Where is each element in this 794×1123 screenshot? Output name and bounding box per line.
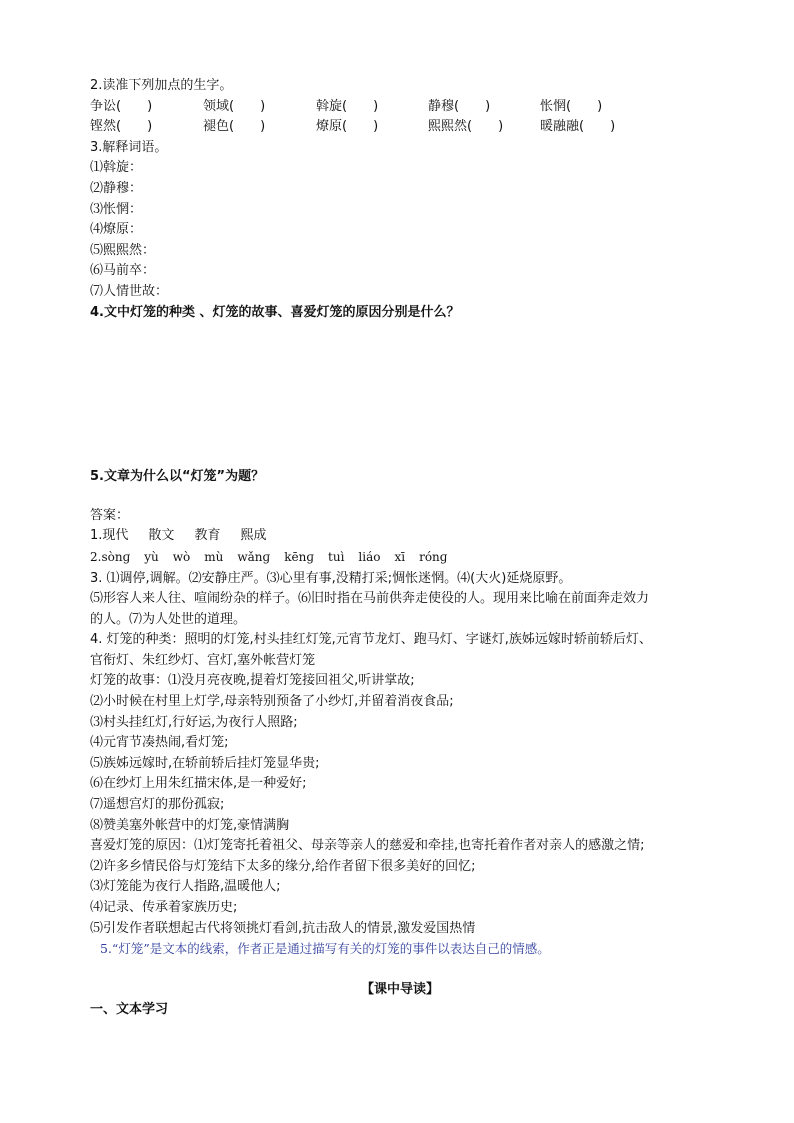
word-item: 熙熙然( ) [428,119,504,135]
answer-4-line: 官衔灯、朱红纱灯、宫灯,塞外帐营灯笼 [90,652,316,668]
answer-2 [90,547,710,569]
question-3-title: 3.解释词语。 [90,139,168,155]
answer-4-line: ⑹在纱灯上用朱红描宋体,是一种爱好; [90,776,307,792]
answer-4-line: ⑷记录、传承着家族历史; [90,900,238,915]
answer-word: 现代 [102,528,129,544]
list-item: ⑴斡旋： [90,160,143,176]
answer-4-line: 4. 灯笼的种类：照明的灯笼,村头挂红灯笼,元宵节龙灯、跑马灯、字谜灯,族姊远嫁时轿前轿后灯、 [90,632,652,648]
answer-space [90,323,710,467]
pinyin-item: mù [204,549,224,564]
pinyin-item: yù [144,549,159,564]
word-item: 燎原( ) [316,119,379,135]
answer-5: 5.“灯笼”是文本的线索，作者正是通过描写有关的灯笼的事件以表达自己的情感。 [100,941,550,957]
pinyin-item: sònɡ [101,549,131,564]
word-item: 静穆( ) [428,98,491,114]
answer-4-line: ⑷元宵节凑热闹,看灯笼; [90,735,229,751]
word-item: 领域( ) [203,98,266,114]
answer-word: 熙成 [240,528,267,544]
word-item: 斡旋( ) [316,98,379,114]
answer-word: 散文 [148,528,175,544]
answer-4-line: ⑵小时候在村里上灯学,母亲特别预备了小纱灯,并留着消夜食品; [90,694,454,710]
list-item: ⑶怅惘： [90,201,143,217]
answer-word: 教育 [194,528,221,544]
answer-1 [90,526,710,547]
answer-number: 1. [90,528,103,544]
answer-4-line: ⑶村头挂红灯,行好运,为夜行人照路; [90,714,298,730]
answer-4-line: ⑸引发作者联想起古代将领挑灯看剑,抗击敌人的情景,激发爱国热情 [90,920,476,936]
question-2-row-1 [90,97,710,118]
question-4-title: 4.文中灯笼的种类 、灯笼的故事、喜爱灯笼的原因分别是什么？ [90,304,460,320]
answer-3-line: 的人。⑺为人处世的道理。 [90,611,247,627]
word-item: 铿然( ) [90,119,153,135]
answer-number: 2. [90,549,102,564]
word-item: 争讼( ) [90,98,153,114]
answer-3-line: 3. ⑴调停,调解。⑵安静庄严。⑶心里有事,没精打采;惆怅迷惘。⑷(大火)延烧原野。 [90,570,572,586]
pinyin-item: liáo [358,549,381,564]
section-title: 一、文本学习 [90,1001,169,1017]
list-item: ⑹马前卒： [90,263,156,279]
list-item: ⑵静穆： [90,180,143,196]
answer-4-line: ⑶灯笼能为夜行人指路,温暖他人; [90,879,281,895]
pinyin-item: kēnɡ [284,549,315,564]
answers-label: 答案： [90,507,130,523]
worksheet-page [90,76,710,1020]
list-item: ⑷燎原： [90,222,143,238]
word-item: 暖融融( ) [540,119,616,135]
answer-4-line: ⑺遥想宫灯的那份孤寂; [90,797,225,813]
answer-4-line: 灯笼的故事：⑴没月亮夜晚,提着灯笼接回祖父,听讲掌故; [90,673,415,689]
answer-4-line: ⑵许多乡情民俗与灯笼结下太多的缘分,给作者留下很多美好的回忆; [90,858,476,874]
pinyin-item: wǎnɡ [237,549,271,564]
pinyin-item: tuì [328,549,345,564]
question-5-title: 5.文章为什么以“灯笼”为题？ [90,469,265,485]
answer-4-line: ⑻赞美塞外帐营中的灯笼,豪情满胸 [90,817,290,833]
word-item: 褪色( ) [203,119,266,135]
question-2-row-2 [90,117,710,138]
pinyin-item: rónɡ [419,549,448,564]
list-item: ⑸熙熙然： [90,242,156,258]
list-item: ⑺人情世故： [90,283,169,299]
pinyin-item: xī [394,549,406,564]
answer-space [90,488,710,506]
pinyin-item: wò [172,549,191,564]
section-heading: 【课中导读】 [360,981,439,997]
answer-4-line: ⑸族姊远嫁时,在轿前轿后挂灯笼显华贵; [90,755,320,771]
answer-3-line: ⑸形容人来人往、喧闹纷杂的样子。⑹旧时指在马前供奔走使役的人。现用来比喻在前面奔走效力 [90,591,650,607]
question-2-title: 2.读准下列加点的生字。 [90,78,233,93]
answer-4-line: 喜爱灯笼的原因：⑴灯笼寄托着祖父、母亲等亲人的慈爱和牵挂,也寄托着作者对亲人的感激之情; [90,838,645,854]
word-item: 怅惘( ) [540,98,603,114]
